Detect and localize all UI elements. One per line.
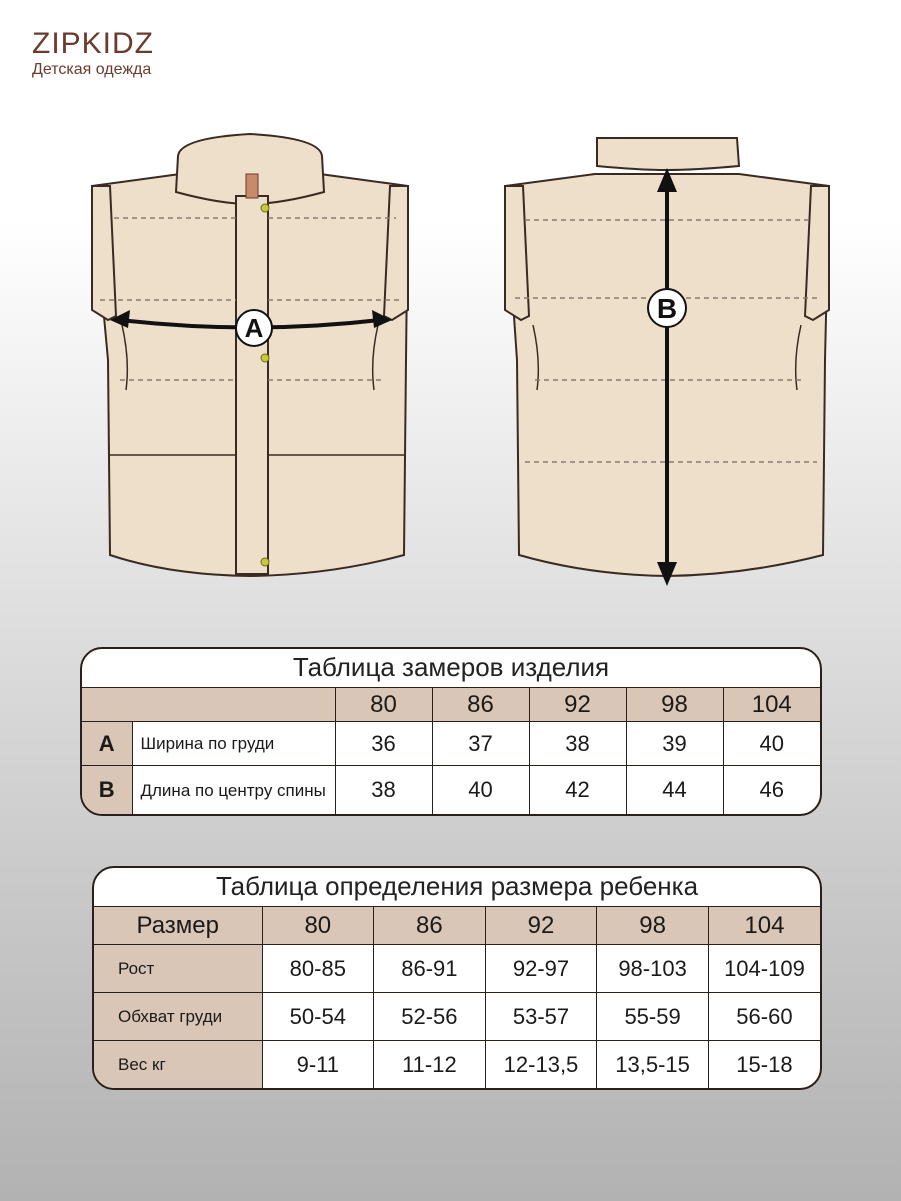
vest-back-diagram bbox=[495, 130, 840, 590]
row-letter-b: B bbox=[82, 766, 132, 815]
size-col-80: 80 bbox=[262, 907, 374, 945]
table-cell: 104-109 bbox=[708, 945, 820, 993]
brand-subtitle: Детская одежда bbox=[32, 61, 152, 78]
table-cell: 36 bbox=[335, 722, 432, 766]
size-table bbox=[92, 866, 822, 1090]
table-cell: 42 bbox=[529, 766, 626, 815]
row-label-chest-width: Ширина по груди bbox=[132, 722, 335, 766]
vest-front-diagram bbox=[80, 130, 420, 590]
size-table-title: Таблица определения размера ребенка bbox=[215, 871, 699, 901]
table-cell: 40 bbox=[723, 722, 820, 766]
table-cell: 38 bbox=[529, 722, 626, 766]
table-row bbox=[94, 993, 820, 1041]
size-header-row bbox=[94, 907, 820, 945]
measure-header-row bbox=[82, 688, 820, 722]
table-cell: 40 bbox=[432, 766, 529, 815]
table-cell: 39 bbox=[626, 722, 723, 766]
table-row bbox=[94, 945, 820, 993]
table-cell: 15-18 bbox=[708, 1041, 820, 1089]
size-col-104: 104 bbox=[708, 907, 820, 945]
table-cell: 53-57 bbox=[485, 993, 597, 1041]
row-label-weight: Вес кг bbox=[94, 1041, 262, 1089]
table-row bbox=[82, 722, 820, 766]
row-letter-a: A bbox=[82, 722, 132, 766]
table-cell: 12-13,5 bbox=[485, 1041, 597, 1089]
table-cell: 92-97 bbox=[485, 945, 597, 993]
label-a: A bbox=[244, 313, 264, 343]
row-label-back-length: Длина по центру спины bbox=[132, 766, 335, 815]
measure-size-86: 86 bbox=[432, 688, 529, 722]
measure-table-grid bbox=[82, 687, 820, 815]
table-cell: 55-59 bbox=[597, 993, 709, 1041]
table-cell: 44 bbox=[626, 766, 723, 815]
table-cell: 52-56 bbox=[374, 993, 486, 1041]
table-row bbox=[82, 766, 820, 815]
table-cell: 86-91 bbox=[374, 945, 486, 993]
table-cell: 9-11 bbox=[262, 1041, 374, 1089]
size-col-86: 86 bbox=[374, 907, 486, 945]
measure-size-80: 80 bbox=[335, 688, 432, 722]
size-header-label: Размер bbox=[94, 907, 262, 945]
row-label-chest: Обхват груди bbox=[94, 993, 262, 1041]
table-cell: 50-54 bbox=[262, 993, 374, 1041]
measure-table bbox=[80, 647, 822, 816]
brand-name: ZIPKIDZ bbox=[32, 27, 155, 60]
measure-table-title: Таблица замеров изделия bbox=[292, 652, 610, 682]
table-cell: 46 bbox=[723, 766, 820, 815]
table-cell: 56-60 bbox=[708, 993, 820, 1041]
table-cell: 13,5-15 bbox=[597, 1041, 709, 1089]
size-col-98: 98 bbox=[597, 907, 709, 945]
measure-header-blank bbox=[82, 688, 335, 722]
table-cell: 98-103 bbox=[597, 945, 709, 993]
table-row bbox=[94, 1041, 820, 1089]
label-b: B bbox=[656, 293, 678, 324]
measure-size-104: 104 bbox=[723, 688, 820, 722]
row-label-height: Рост bbox=[94, 945, 262, 993]
measure-size-98: 98 bbox=[626, 688, 723, 722]
table-cell: 37 bbox=[432, 722, 529, 766]
table-cell: 38 bbox=[335, 766, 432, 815]
table-cell: 11-12 bbox=[374, 1041, 486, 1089]
brand-logo bbox=[32, 28, 154, 80]
size-col-92: 92 bbox=[485, 907, 597, 945]
table-cell: 80-85 bbox=[262, 945, 374, 993]
size-table-grid bbox=[94, 906, 820, 1089]
measure-size-92: 92 bbox=[529, 688, 626, 722]
